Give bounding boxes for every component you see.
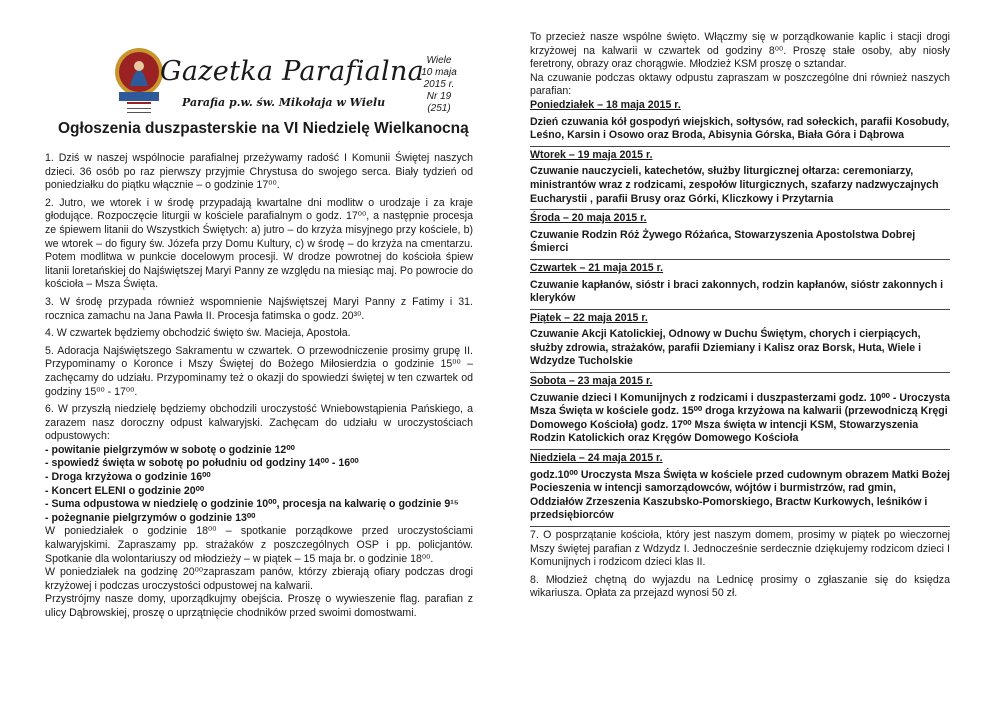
issue-year: 2015 r. xyxy=(423,79,455,90)
day-heading: Poniedziałek – 18 maja 2015 r. xyxy=(530,98,681,111)
day-heading: Wtorek – 19 maja 2015 r. xyxy=(530,148,653,161)
day-heading: Niedziela – 24 maja 2015 r. xyxy=(530,452,663,465)
intro-paragraph: To przecież nasze wspólne święto. Włączmy się w porządkowanie kaplic i stacji drogi krzyżowej na kalwarii w czwartek od godziny 8⁰⁰. Proszę stałe osoby, aby niosły feretrony, obrazy oraz chorągwie. Młodzież KSM proszę o sztandar. xyxy=(530,31,950,71)
gazette-title: Gazetka Parafialna xyxy=(160,56,425,87)
day-heading: Piątek – 22 maja 2015 r. xyxy=(530,311,648,324)
day-description: Dzień czuwania kół gospodyń wiejskich, sołtysów, rad sołeckich, parafii Kosobudy, Leśno, Karsin i Osowo oraz Broda, Abisynia Górska, Biała Góra i Dąbrowa xyxy=(530,115,950,142)
announcement-4: 4. W czwartek będziemy obchodzić święto św. Macieja, Apostoła. xyxy=(45,327,351,340)
divider xyxy=(530,449,950,450)
day-description: godz.10⁰⁰ Uroczysta Msza Święta w kościele przed cudownym obrazem Matki Bożej Pocieszenia w intencji samorządowców, wójtów i burmistrzów, rad gmin, Oddziałów Zrzeszenia Kaszubsko-Pomorskiego, Bractw Kurkowych, leśników i przedsiębiorców xyxy=(530,468,950,522)
sanctuary-logo xyxy=(111,46,167,120)
day-description: Czuwanie kapłanów, sióstr i braci zakonnych, rodzin kapłanów, sióstr zakonnych i kleryków xyxy=(530,278,944,305)
schedule-item: - Droga krzyżowa o godzinie 16⁰⁰ xyxy=(45,471,211,484)
announcement-6: 6. W przyszłą niedzielę będziemy obchodzili uroczystość Wniebowstąpienia Pańskiego, a zarazem nasz doroczny odpust kalwaryjski. Zachęcam do udziału w uroczystościach odpustowych: xyxy=(45,403,473,443)
announcement-7: 7. O posprzątanie kościoła, który jest naszym domem, prosimy w piątek po wieczornej Mszy świętej parafian z Wdzydz I. Jednocześnie serdecznie dziękujemy rodzicom dzieci I Komunijnych i rodzicom dzieci klas II. xyxy=(530,529,950,569)
schedule-item: - Suma odpustowa w niedzielę o godzinie 10⁰⁰, procesja na kalwarię o godzinie 9¹⁵ xyxy=(45,498,459,511)
announcement-8: 8. Młodzież chętną do wyjazdu na Lednicę prosimy o zgłaszanie się do księdza wikariusza. Opłata za przejazd wynosi 50 zł. xyxy=(530,573,950,600)
issue-meta xyxy=(419,55,459,115)
decoration-note: Przystrójmy nasze domy, uporządkujmy obejścia. Proszę o wywieszenie flag. parafian z ulicy Dąbrowskiej, proszę o uprzątnięcie chodników przed swoimi domostwami. xyxy=(45,593,473,619)
issue-number: Nr 19 (251) xyxy=(426,91,452,114)
announcement-1: 1. Dziś w naszej wspólnocie parafialnej przeżywamy radość I Komunii Świętej naszych dzieci. 36 osób po raz pierwszy przyjmie Chrystusa do swojego serca. Biały tydzień od poniedziałku do piątku włącznie – o godzinie 17⁰⁰. xyxy=(45,152,473,192)
announcements-left xyxy=(45,152,473,621)
parish-subtitle: Parafia p.w. św. Mikołaja w Wielu xyxy=(182,96,386,109)
schedule-item: - powitanie pielgrzymów w sobotę o godzinie 12⁰⁰ xyxy=(45,443,295,456)
divider xyxy=(530,146,950,147)
schedule-item: - spowiedź święta w sobotę po południu od godziny 14⁰⁰ - 16⁰⁰ xyxy=(45,457,359,470)
announcement-5: 5. Adoracja Najświętszego Sakramentu w czwartek. O przewodniczenie prosimy grupę II. Przypominamy o Koronce i Mszy Świętej do Bożego Miłosierdzia o godzinie 15⁰⁰ – zachęcamy do udziału. Przypominamy też o okazji do spowiedzi świętej w ten czwartek od godziny 15⁰⁰ - 17⁰⁰. xyxy=(45,344,473,398)
divider xyxy=(530,209,950,210)
day-heading: Czwartek – 21 maja 2015 r. xyxy=(530,261,664,274)
divider xyxy=(530,526,950,527)
divider xyxy=(530,259,950,260)
meeting-note: W poniedziałek o godzinie 18⁰⁰ – spotkanie porządkowe przed uroczystościami kalwaryjskimi. Zapraszamy pp. strażaków z poszczególnych OSP i pp. policjantów. Spotkanie dla wolontariuszy od młodzieży – w piątek – 15 maja br. o godzinie 18⁰⁰. xyxy=(45,525,473,565)
issue-date: 10 maja xyxy=(421,67,457,78)
day-description: Czuwanie nauczycieli, katechetów, służby liturgicznej ołtarza: ceremoniarzy, ministrantów wraz z rodzicami, zespołów liturgicznych, szafarzy nadzwyczajnych Eucharystii , parafii Brusy oraz Górki, Kliczkowy i Przytarnia xyxy=(530,165,939,205)
schedule-item: - pożegnanie pielgrzymów o godzinie 13⁰⁰ xyxy=(45,511,256,524)
divider xyxy=(530,372,950,373)
day-heading: Sobota – 23 maja 2015 r. xyxy=(530,375,653,388)
issue-place: Wiele xyxy=(426,55,452,66)
day-description: Czuwanie dzieci I Komunijnych z rodzicami i duszpasterzami godz. 10⁰⁰ - Uroczysta Msza Święta w kościele godz. 15⁰⁰ droga krzyżowa na kalwarii (przewodniczą Kręgi Domowego Kościoła) godz. 17⁰⁰ Msza święta w intencji KSM, Stowarzyszenia Rodzin Katolickich oraz Kręgów Domowego Kościoła xyxy=(530,391,950,445)
vigil-intro: Na czuwanie podczas oktawy odpustu zapraszam w poszczególne dni również naszych parafian: xyxy=(530,71,950,98)
schedule-item: - Koncert ELENI o godzinie 20⁰⁰ xyxy=(45,484,205,497)
announcement-2: 2. Jutro, we wtorek i w środę przypadają kwartalne dni modlitw o urodzaje i za kraje głodujące. Rozpoczęcie liturgii w kościele parafialnym o godz. 17⁰⁰, a następnie procesja ze śpiewem litanii do Wszystkich Świętych: a) jutro – do krzyża misyjnego przy kościele, b) we wtorek – do figury św. Józefa przy Domu Kultury, c) w środę – do krzyża na cmentarzu. Potem modlitwa w punkcie docelowym procesji. W drodze powrotnej do kościoła śpiew litanii loretańskiej do Najświętszej Maryi Panny ze względu na miesiąc maj. Po powrocie do kościoła – Msza Święta. xyxy=(45,196,473,291)
announcement-3: 3. W środę przypada również wspomnienie Najświętszej Maryi Panny z Fatimy i 31. rocznica zamachu na Jana Pawła II. Procesja fatimska o godz. 20³⁰. xyxy=(45,295,473,322)
divider xyxy=(530,309,950,310)
page-title: Ogłoszenia duszpasterskie na VI Niedzielę Wielkanocną xyxy=(58,120,469,137)
day-description: Czuwanie Akcji Katolickiej, Odnowy w Duchu Świętym, chorych i cierpiących, służby zdrowia, strażaków, parafii Dziemiany i Kalisz oraz Borsk, Huta, Wiele i Wdzydze Tucholskie xyxy=(530,328,922,368)
day-heading: Środa – 20 maja 2015 r. xyxy=(530,212,647,225)
collectors-note: W poniedziałek na godzinę 20⁰⁰zapraszam panów, którzy zbierają ofiary podczas drogi krzyżowej i podczas uroczystości odpustowej na kalwarii. xyxy=(45,566,473,592)
announcements-right xyxy=(530,31,950,601)
day-description: Czuwanie Rodzin Róż Żywego Różańca, Stowarzyszenia Apostolstwa Dobrej Śmierci xyxy=(530,228,916,255)
